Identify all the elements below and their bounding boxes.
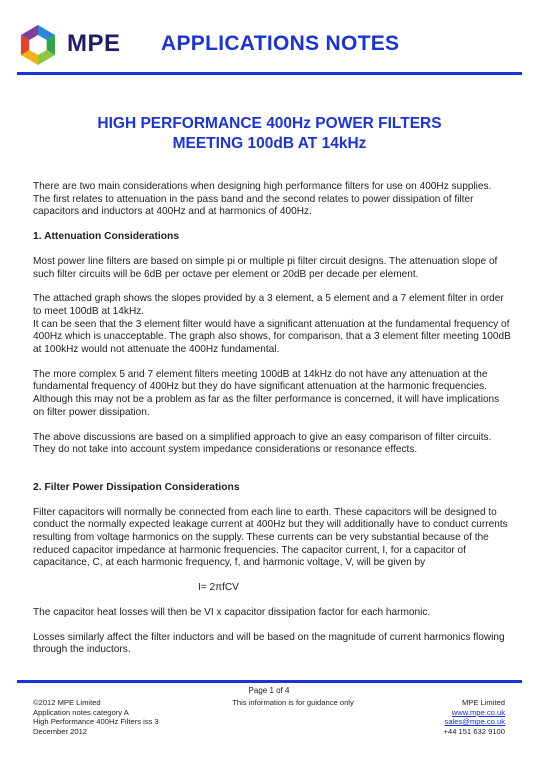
footer-category: Application notes category A <box>33 707 129 717</box>
footer-left <box>33 698 233 736</box>
intro-paragraph: There are two main considerations when designing high performance filters for use on 400Hz supplies. The first relates to attenuation in the pass band and the second relates to power dissipation of filter capacitors and inductors at 400Hz and at harmonics of 400Hz. <box>33 181 492 218</box>
section-2-paragraph-2: The capacitor heat losses will then be VI x capacitor dissipation factor for each harmonic. <box>33 606 431 618</box>
section-1-paragraph-4: The above discussions are based on a simplified approach to give an easy comparison of filter circuits. They do not take into account system impedance considerations or resonance effects. <box>33 431 492 456</box>
website-link[interactable]: www.mpe.co.uk <box>451 707 505 717</box>
capacitor-current-formula: I= 2πfCV <box>198 582 239 594</box>
footer-disclaimer: This information is for guidance only <box>232 698 354 707</box>
page-number: Page 1 of 4 <box>248 686 290 695</box>
section-1-heading: 1. Attenuation Considerations <box>33 231 180 243</box>
section-1-paragraph-1: Most power line filters are based on simple pi or multiple pi filter circuit designs. The attenuation slope of such filter circuits will be 6dB per octave per element or 20dB per decade per element. <box>33 255 498 280</box>
section-2-paragraph-3: Losses similarly affect the filter inductors and will be based on the magnitude of current harmonics flowing through the inductors. <box>33 631 505 656</box>
section-1-paragraph-2a: The attached graph shows the slopes provided by a 3 element, a 5 element and a 7 element filter in order to meet 100dB at 14kHz. <box>33 293 504 317</box>
document-body <box>33 181 511 657</box>
document-title-line1: HIGH PERFORMANCE 400Hz POWER FILTERS <box>97 115 442 132</box>
section-2-paragraph-1: Filter capacitors will normally be connected from each line to earth. These capacitors will be designed to conduct the normally expected leakage current at 400Hz but they will additionally have to conduct currents resulting from voltage harmonics on the supply. These currents can be very substantial because of the reduced capacitor impedance at harmonic frequencies. The capacitor current, I, for a capacitor of capacitance, C, at each harmonic frequency, f, and harmonic voltage, V, will be given by <box>33 506 508 569</box>
footer-phone: +44 151 632 9100 <box>443 726 505 736</box>
section-1-paragraph-2b: It can be seen that the 3 element filter would have a significant attenuation at the fundamental frequency of 400Hz which is unacceptable. The graph also shows, for comparison, that a 3 element filter meeting 100dB at 100kHz would not attenuate the 400Hz fundamental. <box>33 318 511 356</box>
footer-doc-ref: High Performance 400Hz Filters iss 3 <box>33 717 159 727</box>
footer-rule <box>17 680 522 683</box>
document-title-line2: MEETING 100dB AT 14kHz <box>172 135 367 152</box>
section-1-paragraph-3: The more complex 5 and 7 element filters meeting 100dB at 14kHz do not have any attenuation at the fundamental frequency of 400Hz but they do have significant attenuation at the harmonic frequencies. Although this may not be a problem as far as the filter performance is concerned, it will have implications on filter power dissipation. <box>33 368 500 418</box>
footer-company: MPE Limited <box>461 698 505 707</box>
mpe-logo-icon <box>17 24 59 66</box>
footer-copyright: ©2012 MPE Limited <box>33 698 101 707</box>
header-rule <box>17 72 522 75</box>
section-title: APPLICATIONS NOTES <box>161 32 400 55</box>
page-header <box>17 24 522 68</box>
section-2-heading: 2. Filter Power Dissipation Considerations <box>33 481 240 493</box>
email-link[interactable]: sales@mpe.co.uk <box>444 717 505 727</box>
footer-date: December 2012 <box>33 726 88 736</box>
brand-name: MPE <box>67 30 121 57</box>
footer-right <box>345 698 505 736</box>
